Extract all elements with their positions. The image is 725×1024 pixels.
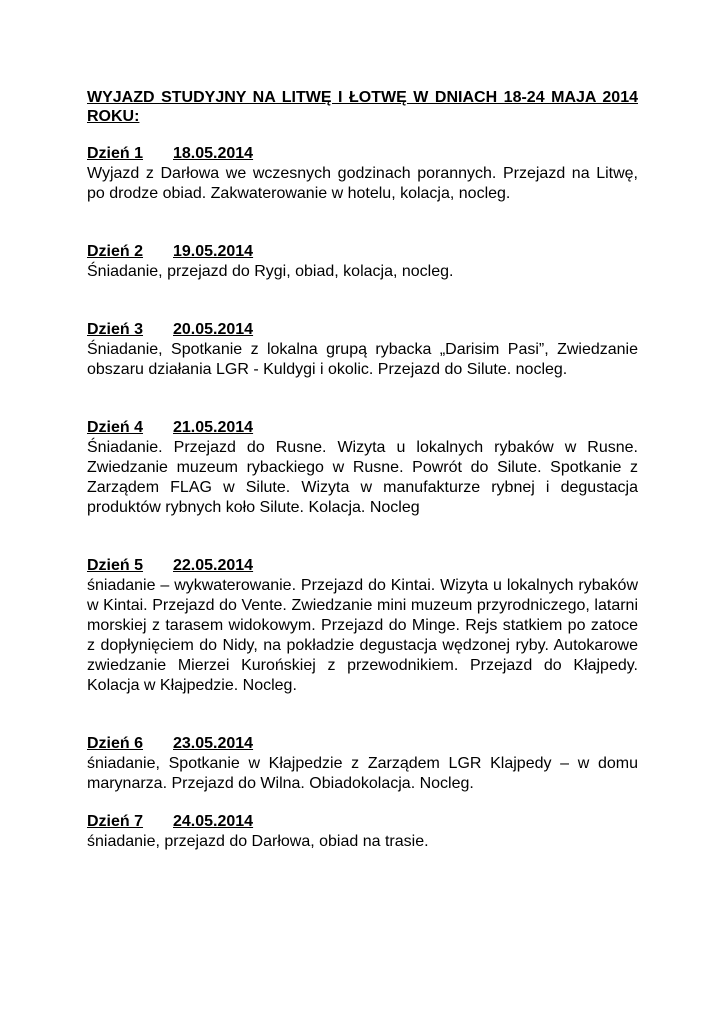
document-title: WYJAZD STUDYJNY NA LITWĘ I ŁOTWĘ W DNIACH 18-24 MAJA 2014 ROKU: (87, 89, 638, 125)
day-label: Dzień 6 (87, 735, 144, 752)
day-label: Dzień 4 (87, 419, 144, 436)
day-section-1 (87, 144, 638, 204)
day-section-6 (87, 734, 638, 794)
day-header (87, 320, 638, 340)
day-description: Śniadanie, Spotkanie z lokalna grupą rybacka „Darisim Pasi”, Zwiedzanie obszaru działania LGR - Kuldygi i okolic. Przejazd do Silute. nocleg. (87, 341, 638, 378)
day-header (87, 556, 638, 576)
day-header (87, 734, 638, 754)
day-section-3 (87, 320, 638, 380)
day-label: Dzień 7 (87, 813, 144, 830)
day-label: Dzień 2 (87, 243, 144, 260)
day-header (87, 418, 638, 438)
day-date: 19.05.2014 (173, 243, 254, 260)
day-description: śniadanie, przejazd do Darłowa, obiad na trasie. (87, 833, 429, 850)
day-section-4 (87, 418, 638, 518)
day-date: 23.05.2014 (173, 735, 254, 752)
day-section-7 (87, 812, 638, 852)
day-header (87, 242, 638, 262)
day-description: śniadanie – wykwaterowanie. Przejazd do Kintai. Wizyta u lokalnych rybaków w Kintai. Przejazd do Vente. Zwiedzanie mini muzeum przyrodniczego, latarni morskiej z tarasem widokowym. Przejazd do Minge. Rejs statkiem po zatoce z dopłynięciem do Nidy, na pokładzie degustacja wędzonej ryby. Autokarowe zwiedzanie Mierzei Kurońskiej z przewodnikiem. Przejazd do Kłajpedy. Kolacja w Kłajpedzie. Nocleg. (87, 577, 638, 694)
day-description: śniadanie, Spotkanie w Kłajpedzie z Zarządem LGR Klajpedy – w domu marynarza. Przejazd do Wilna. Obiadokolacja. Nocleg. (87, 755, 638, 792)
day-label: Dzień 5 (87, 557, 144, 574)
day-section-5 (87, 556, 638, 696)
day-section-2 (87, 242, 638, 282)
document-page (87, 88, 638, 852)
day-date: 21.05.2014 (173, 419, 254, 436)
day-label: Dzień 3 (87, 321, 144, 338)
day-header (87, 144, 638, 164)
day-date: 20.05.2014 (173, 321, 254, 338)
day-label: Dzień 1 (87, 145, 144, 162)
day-header (87, 812, 638, 832)
day-description: Wyjazd z Darłowa we wczesnych godzinach porannych. Przejazd na Litwę, po drodze obiad. Zakwaterowanie w hotelu, kolacja, nocleg. (87, 165, 638, 202)
day-description: Śniadanie, przejazd do Rygi, obiad, kolacja, nocleg. (87, 263, 454, 280)
day-date: 18.05.2014 (173, 145, 254, 162)
day-description: Śniadanie. Przejazd do Rusne. Wizyta u lokalnych rybaków w Rusne. Zwiedzanie muzeum rybackiego w Rusne. Powrót do Silute. Spotkanie z Zarządem FLAG w Silute. Wizyta w manufakturze rybnej i degustacja produktów rybnych koło Silute. Kolacja. Nocleg (87, 439, 638, 516)
day-date: 24.05.2014 (173, 813, 254, 830)
day-date: 22.05.2014 (173, 557, 254, 574)
